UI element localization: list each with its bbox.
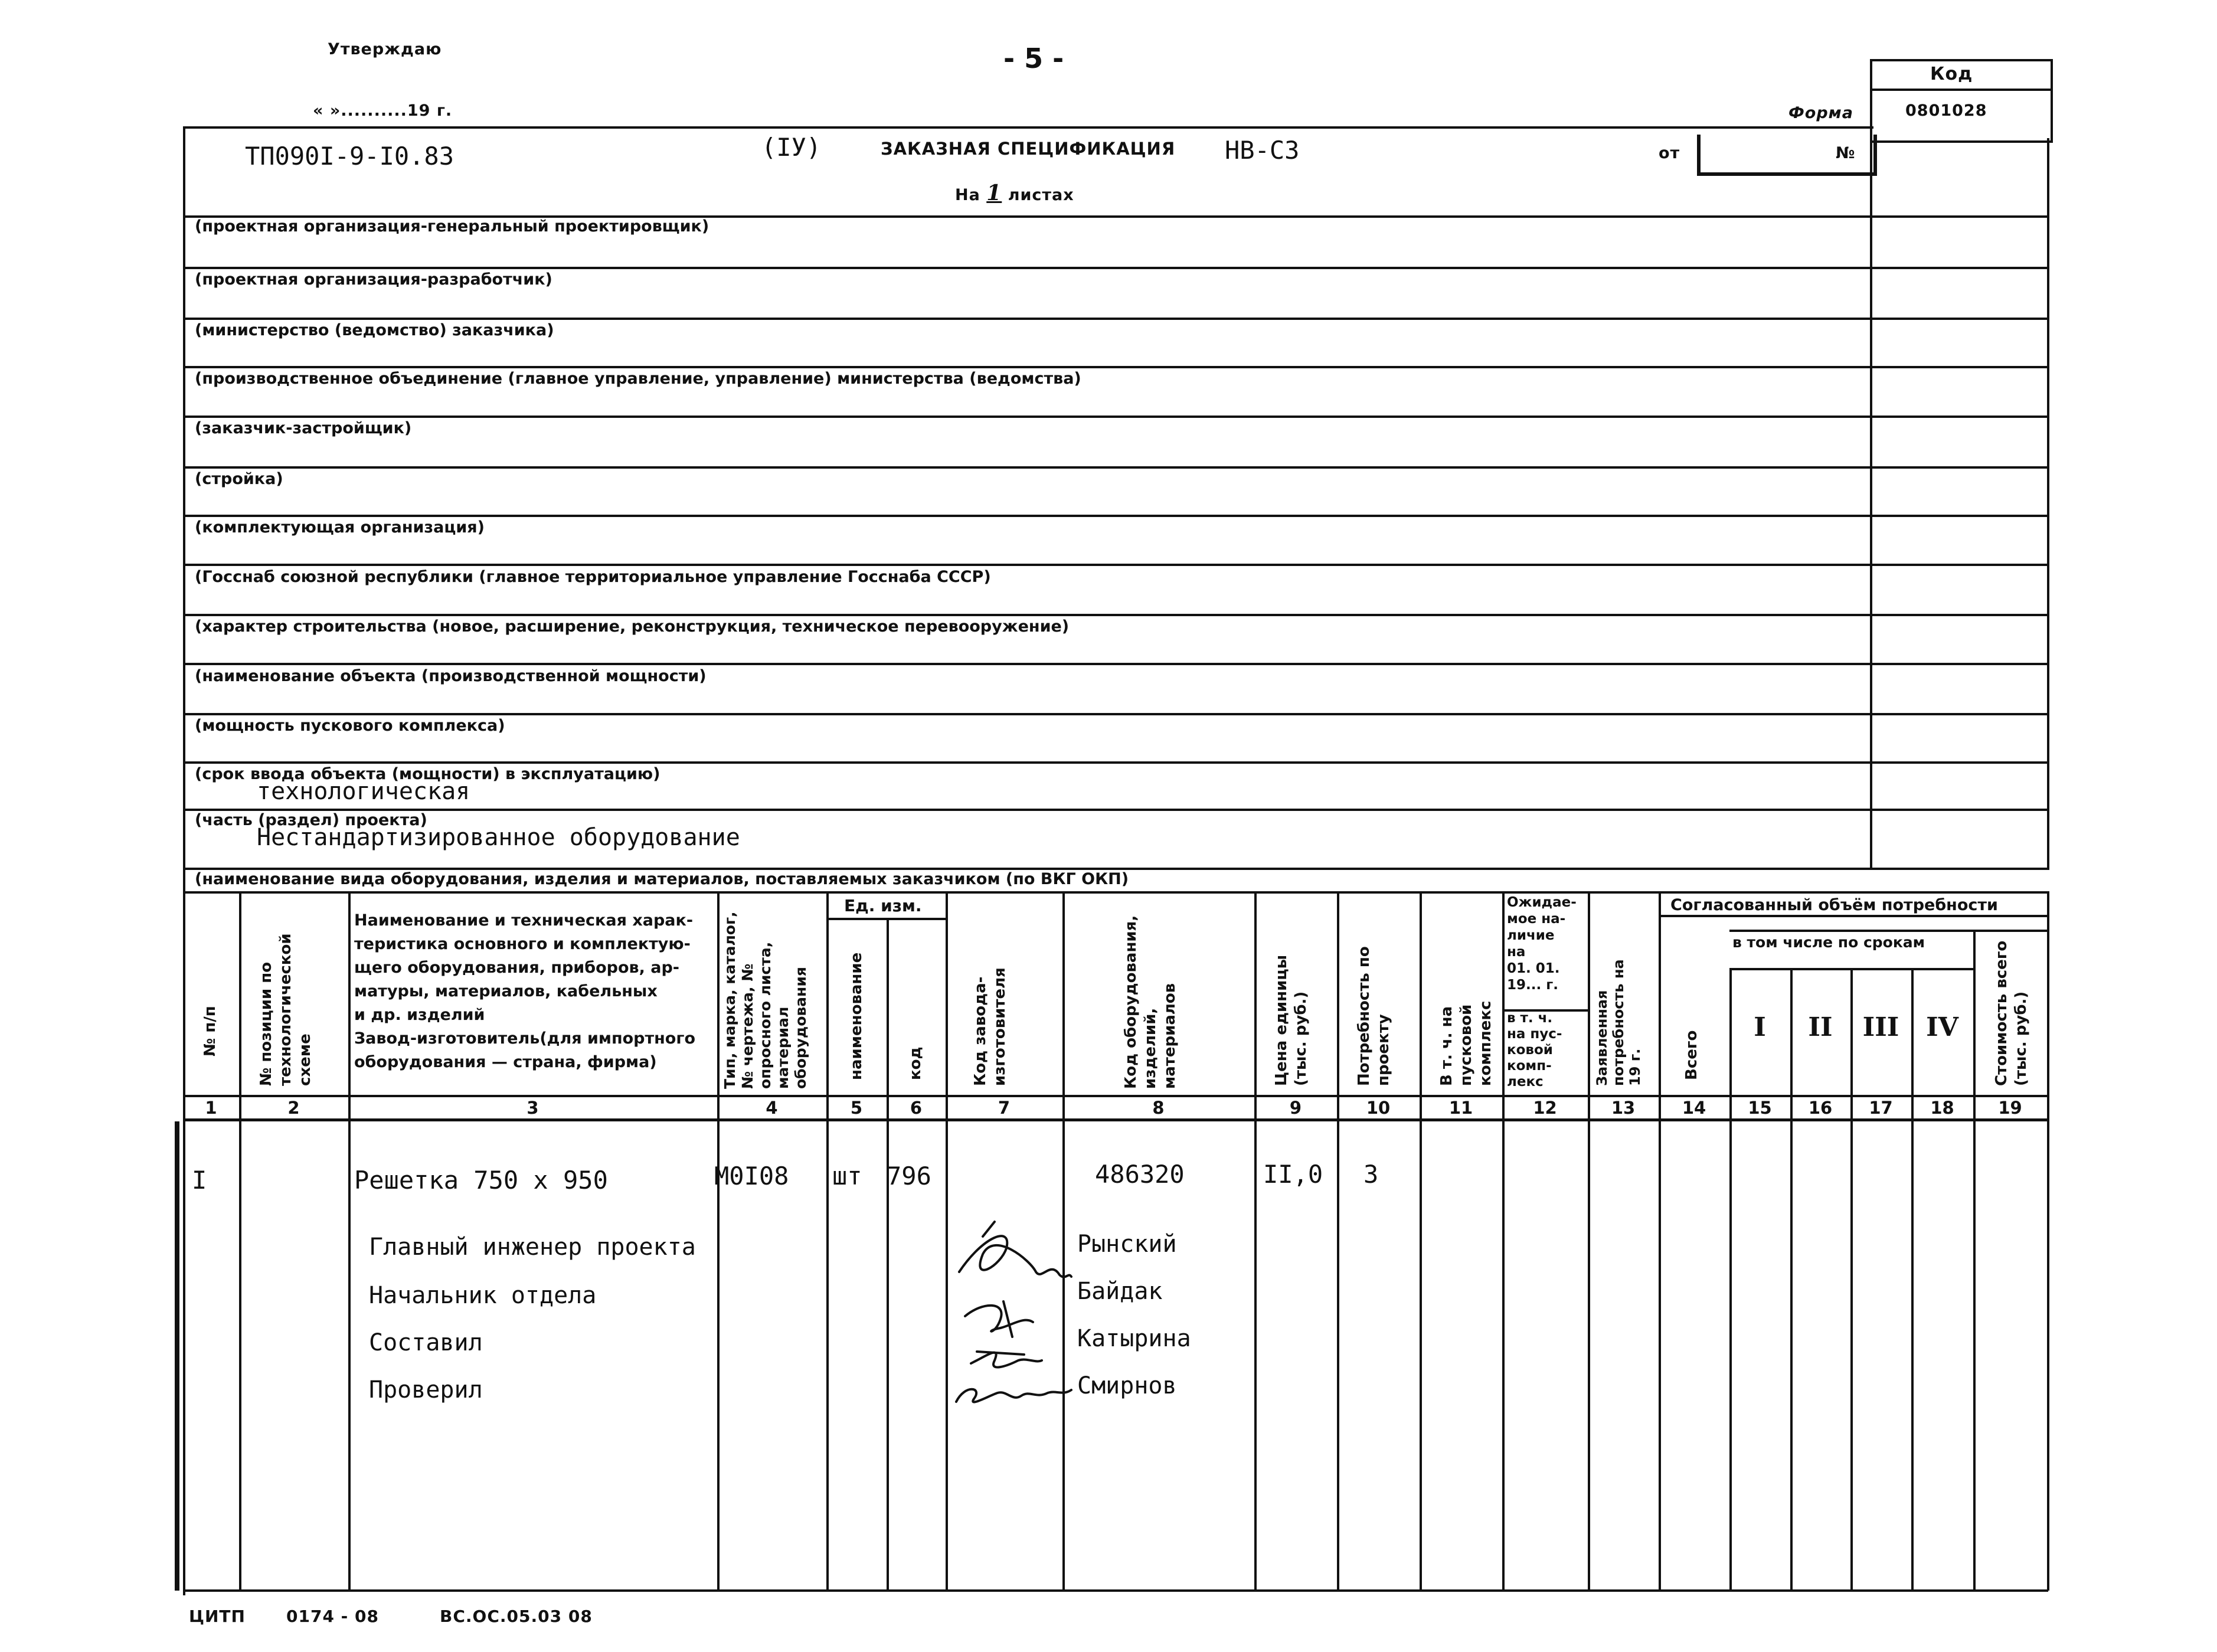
c12-top-1: Ожидае-: [1507, 895, 1577, 910]
sheets-prefix: На: [955, 186, 980, 204]
signature-name-chief-engineer: Рынский: [1077, 1231, 1177, 1258]
approve-date-line: « »..........19 г.: [313, 102, 453, 120]
document-title: ЗАКАЗНАЯ СПЕЦИФИКАЦИЯ: [881, 139, 1176, 159]
c12-bottom-3: ковой: [1507, 1042, 1553, 1058]
col-number-11: 11: [1448, 1098, 1473, 1118]
col-header-expected: [1507, 894, 1577, 993]
col-header-name-block: [354, 909, 695, 1074]
row-developer: (проектная организация-разработчик): [195, 270, 552, 289]
row-commissioning: (срок ввода объекта (мощности) в эксплуатацию): [195, 765, 660, 783]
row-construction: (стройка): [195, 470, 283, 488]
col-header-position: № позиции по технологической схеме: [257, 933, 314, 1086]
form-code: 0801028: [1905, 102, 1987, 120]
col-number-17: 17: [1869, 1098, 1893, 1118]
row-supplier-org: (комплектующая организация): [195, 518, 485, 537]
col3-line-6: Завод-изготовитель(для импортного: [354, 1029, 696, 1048]
col3-line-4: матуры, материалов, кабельных: [354, 982, 658, 1000]
code-label: Код: [1930, 64, 1973, 84]
signature-role-department-head: Начальник отдела: [369, 1282, 597, 1309]
col-header-q3: III: [1862, 1012, 1899, 1042]
col-header-need: Потребность по проекту: [1355, 946, 1392, 1086]
col3-line-7: оборудования — страна, фирма): [354, 1053, 657, 1071]
col-number-19: 19: [1998, 1098, 2022, 1118]
col-header-type: Тип, марка, каталог, № чертежа, № опросного листа, материал оборудования: [721, 911, 809, 1089]
row-ministry: (министерство (ведомство) заказчика): [195, 321, 554, 339]
col3-line-5: и др. изделий: [354, 1006, 485, 1024]
col3-line-1: Наименование и техническая харак-: [354, 911, 694, 930]
col-header-price: Цена единицы (тыс. руб.): [1273, 954, 1310, 1086]
item-price: II,0: [1263, 1160, 1323, 1189]
document-part: (IУ): [761, 133, 822, 162]
c12-top-4: на: [1507, 944, 1526, 960]
c12-top-5: 01. 01.: [1507, 961, 1560, 976]
item-unit: шт: [832, 1162, 862, 1190]
col3-line-3: щего оборудования, приборов, ар-: [354, 959, 679, 977]
item-type: М0I08: [714, 1162, 789, 1190]
item-unit-code: 796: [887, 1162, 931, 1190]
footer-number: 0174 - 08: [286, 1607, 380, 1626]
row-project-part: (часть (раздел) проекта): [195, 811, 427, 829]
equipment-value: Нестандартизированное оборудование: [257, 824, 740, 851]
col-number-9: 9: [1289, 1098, 1302, 1118]
col-header-cost-total: Стоимость всего (тыс. руб.): [1993, 940, 2030, 1086]
col-header-declared: Заявленная потребность на 19 г.: [1594, 959, 1643, 1086]
item-number: I: [192, 1166, 207, 1195]
col-header-q1: I: [1754, 1012, 1766, 1042]
col-number-8: 8: [1152, 1098, 1165, 1118]
c12-bottom-1: в т. ч.: [1507, 1010, 1553, 1026]
signature-name-checker: Смирнов: [1077, 1372, 1177, 1399]
col-header-launch: В т. ч. на пусковой комплекс: [1438, 1000, 1495, 1086]
row-complex-capacity: (мощность пускового комплекса): [195, 717, 505, 735]
signature-name-compiler: Катырина: [1077, 1325, 1191, 1352]
col-header-agreed: Согласованный объём потребности: [1670, 896, 1998, 914]
col-number-16: 16: [1808, 1098, 1833, 1118]
c12-top-6: 19... г.: [1507, 977, 1558, 993]
section-value: технологическая: [257, 778, 470, 805]
row-object-name: (наименование объекта (производственной мощности): [195, 667, 707, 685]
item-equipment-code: 486320: [1095, 1160, 1185, 1189]
col-header-unit: Ед. изм.: [844, 896, 922, 915]
col3-line-2: теристика основного и комплектую-: [354, 935, 691, 953]
col-header-q2: II: [1808, 1012, 1833, 1042]
col-number-3: 3: [527, 1098, 539, 1118]
footer-code: ВС.ОС.05.03 08: [440, 1607, 593, 1626]
signature-name-department-head: Байдак: [1077, 1278, 1163, 1305]
item-name: Решетка 750 х 950: [354, 1166, 608, 1195]
col-header-factory-code: Код завода-изготовителя: [972, 967, 1009, 1086]
page-number: - 5 -: [1003, 42, 1064, 74]
col-number-13: 13: [1611, 1098, 1636, 1118]
signature-role-chief-engineer: Главный инженер проекта: [369, 1234, 696, 1261]
c12-top-3: личие: [1507, 928, 1555, 943]
col-header-equipment-code: Код оборудования, изделий, материалов: [1122, 915, 1179, 1089]
row-equipment-type: (наименование вида оборудования, изделия и материалов, поставляемых заказчиком (по ВКГ ОКП): [195, 870, 1129, 888]
c12-bottom-5: лекс: [1507, 1074, 1544, 1090]
c12-bottom-2: на пус-: [1507, 1026, 1562, 1042]
signature-role-compiler: Составил: [369, 1329, 483, 1356]
col-header-total: Всего: [1683, 1030, 1701, 1080]
document-id: ТП090I-9-I0.83: [245, 142, 454, 171]
row-general-designer: (проектная организация-генеральный проектировщик): [195, 217, 709, 235]
number-label: №: [1836, 144, 1856, 162]
sheets-count: 1: [986, 181, 1002, 205]
col-header-periods: в том числе по срокам: [1732, 934, 1925, 951]
row-construction-type: (характер строительства (новое, расширение, реконструкция, техническое перевооружение): [195, 617, 1070, 636]
c12-bottom-4: комп-: [1507, 1058, 1552, 1074]
footer-org: ЦИТП: [189, 1607, 246, 1626]
item-need: 3: [1363, 1160, 1379, 1189]
col-header-npp: № п/п: [201, 1006, 219, 1056]
signature-role-checker: Проверил: [369, 1376, 483, 1404]
c12-top-2: мое на-: [1507, 911, 1566, 927]
form-label: Форма: [1788, 104, 1853, 122]
col-number-10: 10: [1366, 1098, 1391, 1118]
approve-label: Утверждаю: [328, 40, 442, 58]
col-header-q4: IV: [1926, 1012, 1958, 1042]
col-number-6: 6: [910, 1098, 923, 1118]
from-label: от: [1659, 144, 1680, 162]
row-production-association: (производственное объединение (главное управление, управление) министерства (ведомства): [195, 369, 1081, 388]
col-number-12: 12: [1533, 1098, 1557, 1118]
col-header-expected-launch: [1507, 1010, 1562, 1090]
col-header-unit-name: наименование: [848, 952, 865, 1080]
col-number-5: 5: [850, 1098, 863, 1118]
sheets-suffix: листах: [1008, 186, 1074, 204]
row-gossnab: (Госснаб союзной республики (главное территориальное управление Госснаба СССР): [195, 568, 991, 586]
row-customer: (заказчик-застройщик): [195, 419, 412, 437]
col-number-14: 14: [1682, 1098, 1706, 1118]
spec-code: НВ-СЗ: [1225, 136, 1300, 165]
handwritten-signatures-graphic: [947, 1213, 1074, 1414]
col-number-2: 2: [287, 1098, 300, 1118]
col-number-4: 4: [766, 1098, 778, 1118]
col-header-unit-code: код: [907, 1046, 924, 1080]
col-number-1: 1: [205, 1098, 217, 1118]
col-number-15: 15: [1748, 1098, 1772, 1118]
col-number-18: 18: [1930, 1098, 1954, 1118]
col-number-7: 7: [998, 1098, 1011, 1118]
